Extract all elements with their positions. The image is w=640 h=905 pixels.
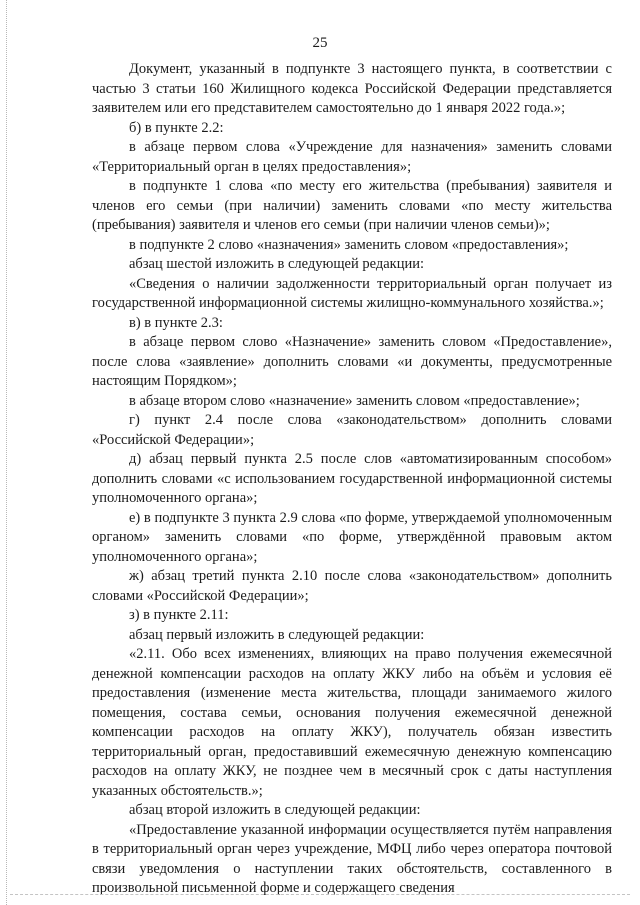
paragraph: в абзаце первом слово «Назначение» заменить словом «Предоставление», после слова «заявление» дополнить словами «и документы, предусмотренные настоящим Порядком»; xyxy=(92,334,612,389)
page-bottom-edge xyxy=(10,894,630,895)
paragraph: абзац второй изложить в следующей редакции: xyxy=(129,802,421,818)
paragraph: «Предоставление указанной информации осуществляется путём направления в территориальный орган через учреждение, МФЦ либо через оператора почтовой связи уведомления о наступлении таких обстоятельств, составленного в произвольной письменной форме и содержащего сведения xyxy=(92,821,612,896)
document-body xyxy=(92,60,612,899)
paragraph: «2.11. Обо всех изменениях, влияющих на право получения ежемесячной денежной компенсации расходов на оплату ЖКУ либо на объём и условия её предоставления (изменение места жительства, площади занимаемого жилого помещения, состава семьи, основания получения ежемесячной денежной компенсации расходов на оплату ЖКУ), получатель обязан известить территориальный орган, предоставивший ежемесячную денежную компенсацию расходов на оплату ЖКУ, не позднее чем в месячный срок с даты наступления указанных обстоятельств.»; xyxy=(92,646,612,799)
paragraph: абзац первый изложить в следующей редакции: xyxy=(129,626,425,643)
paragraph: б) в пункте 2.2: xyxy=(129,119,224,136)
page-number: 25 xyxy=(312,35,328,51)
paragraph: з) в пункте 2.11: xyxy=(129,607,229,623)
paragraph: е) в подпункте 3 пункта 2.9 слова «по форме, утверждаемой уполномоченным органом» заменить словами «по форме, утверждённой правовым актом уполномоченного органа»; xyxy=(92,509,612,565)
paragraph: г) пункт 2.4 после слова «законодательством» дополнить словами «Российской Федерации»; xyxy=(92,412,612,448)
paragraph: ж) абзац третий пункта 2.10 после слова «законодательством» дополнить словами «Российской Федерации»; xyxy=(92,568,612,604)
paragraph: д) абзац первый пункта 2.5 после слов «автоматизированным способом» дополнить словами «с использованием государственной информационной системы уполномоченного органа»; xyxy=(92,451,612,506)
page-left-edge xyxy=(6,0,7,905)
paragraph: в подпункте 1 слова «по месту его жительства (пребывания) заявителя и членов его семьи (при наличии) заменить словами «по месту жительства (пребывания) заявителя и членов его семьи (при наличии членов семьи)»; xyxy=(92,178,612,233)
paragraph: в) в пункте 2.3: xyxy=(129,314,223,331)
paragraph: «Сведения о наличии задолженности территориальный орган получает из государственной информационной системы жилищно-коммунального хозяйства.»; xyxy=(92,275,612,311)
paragraph: Документ, указанный в подпункте 3 настоящего пункта, в соответствии с частью 3 статьи 160 Жилищного кодекса Российской Федерации представляется заявителем или его представителем самостоятельно до 1 января 2022 года.»; xyxy=(92,61,612,116)
paragraph: абзац шестой изложить в следующей редакции: xyxy=(129,256,424,272)
paragraph: в подпункте 2 слово «назначения» заменить словом «предоставления»; xyxy=(129,236,569,253)
paragraph: в абзаце втором слово «назначение» заменить словом «предоставление»; xyxy=(129,392,580,409)
paragraph: в абзаце первом слова «Учреждение для назначения» заменить словами «Территориальный орган в целях предоставления»; xyxy=(92,139,612,175)
